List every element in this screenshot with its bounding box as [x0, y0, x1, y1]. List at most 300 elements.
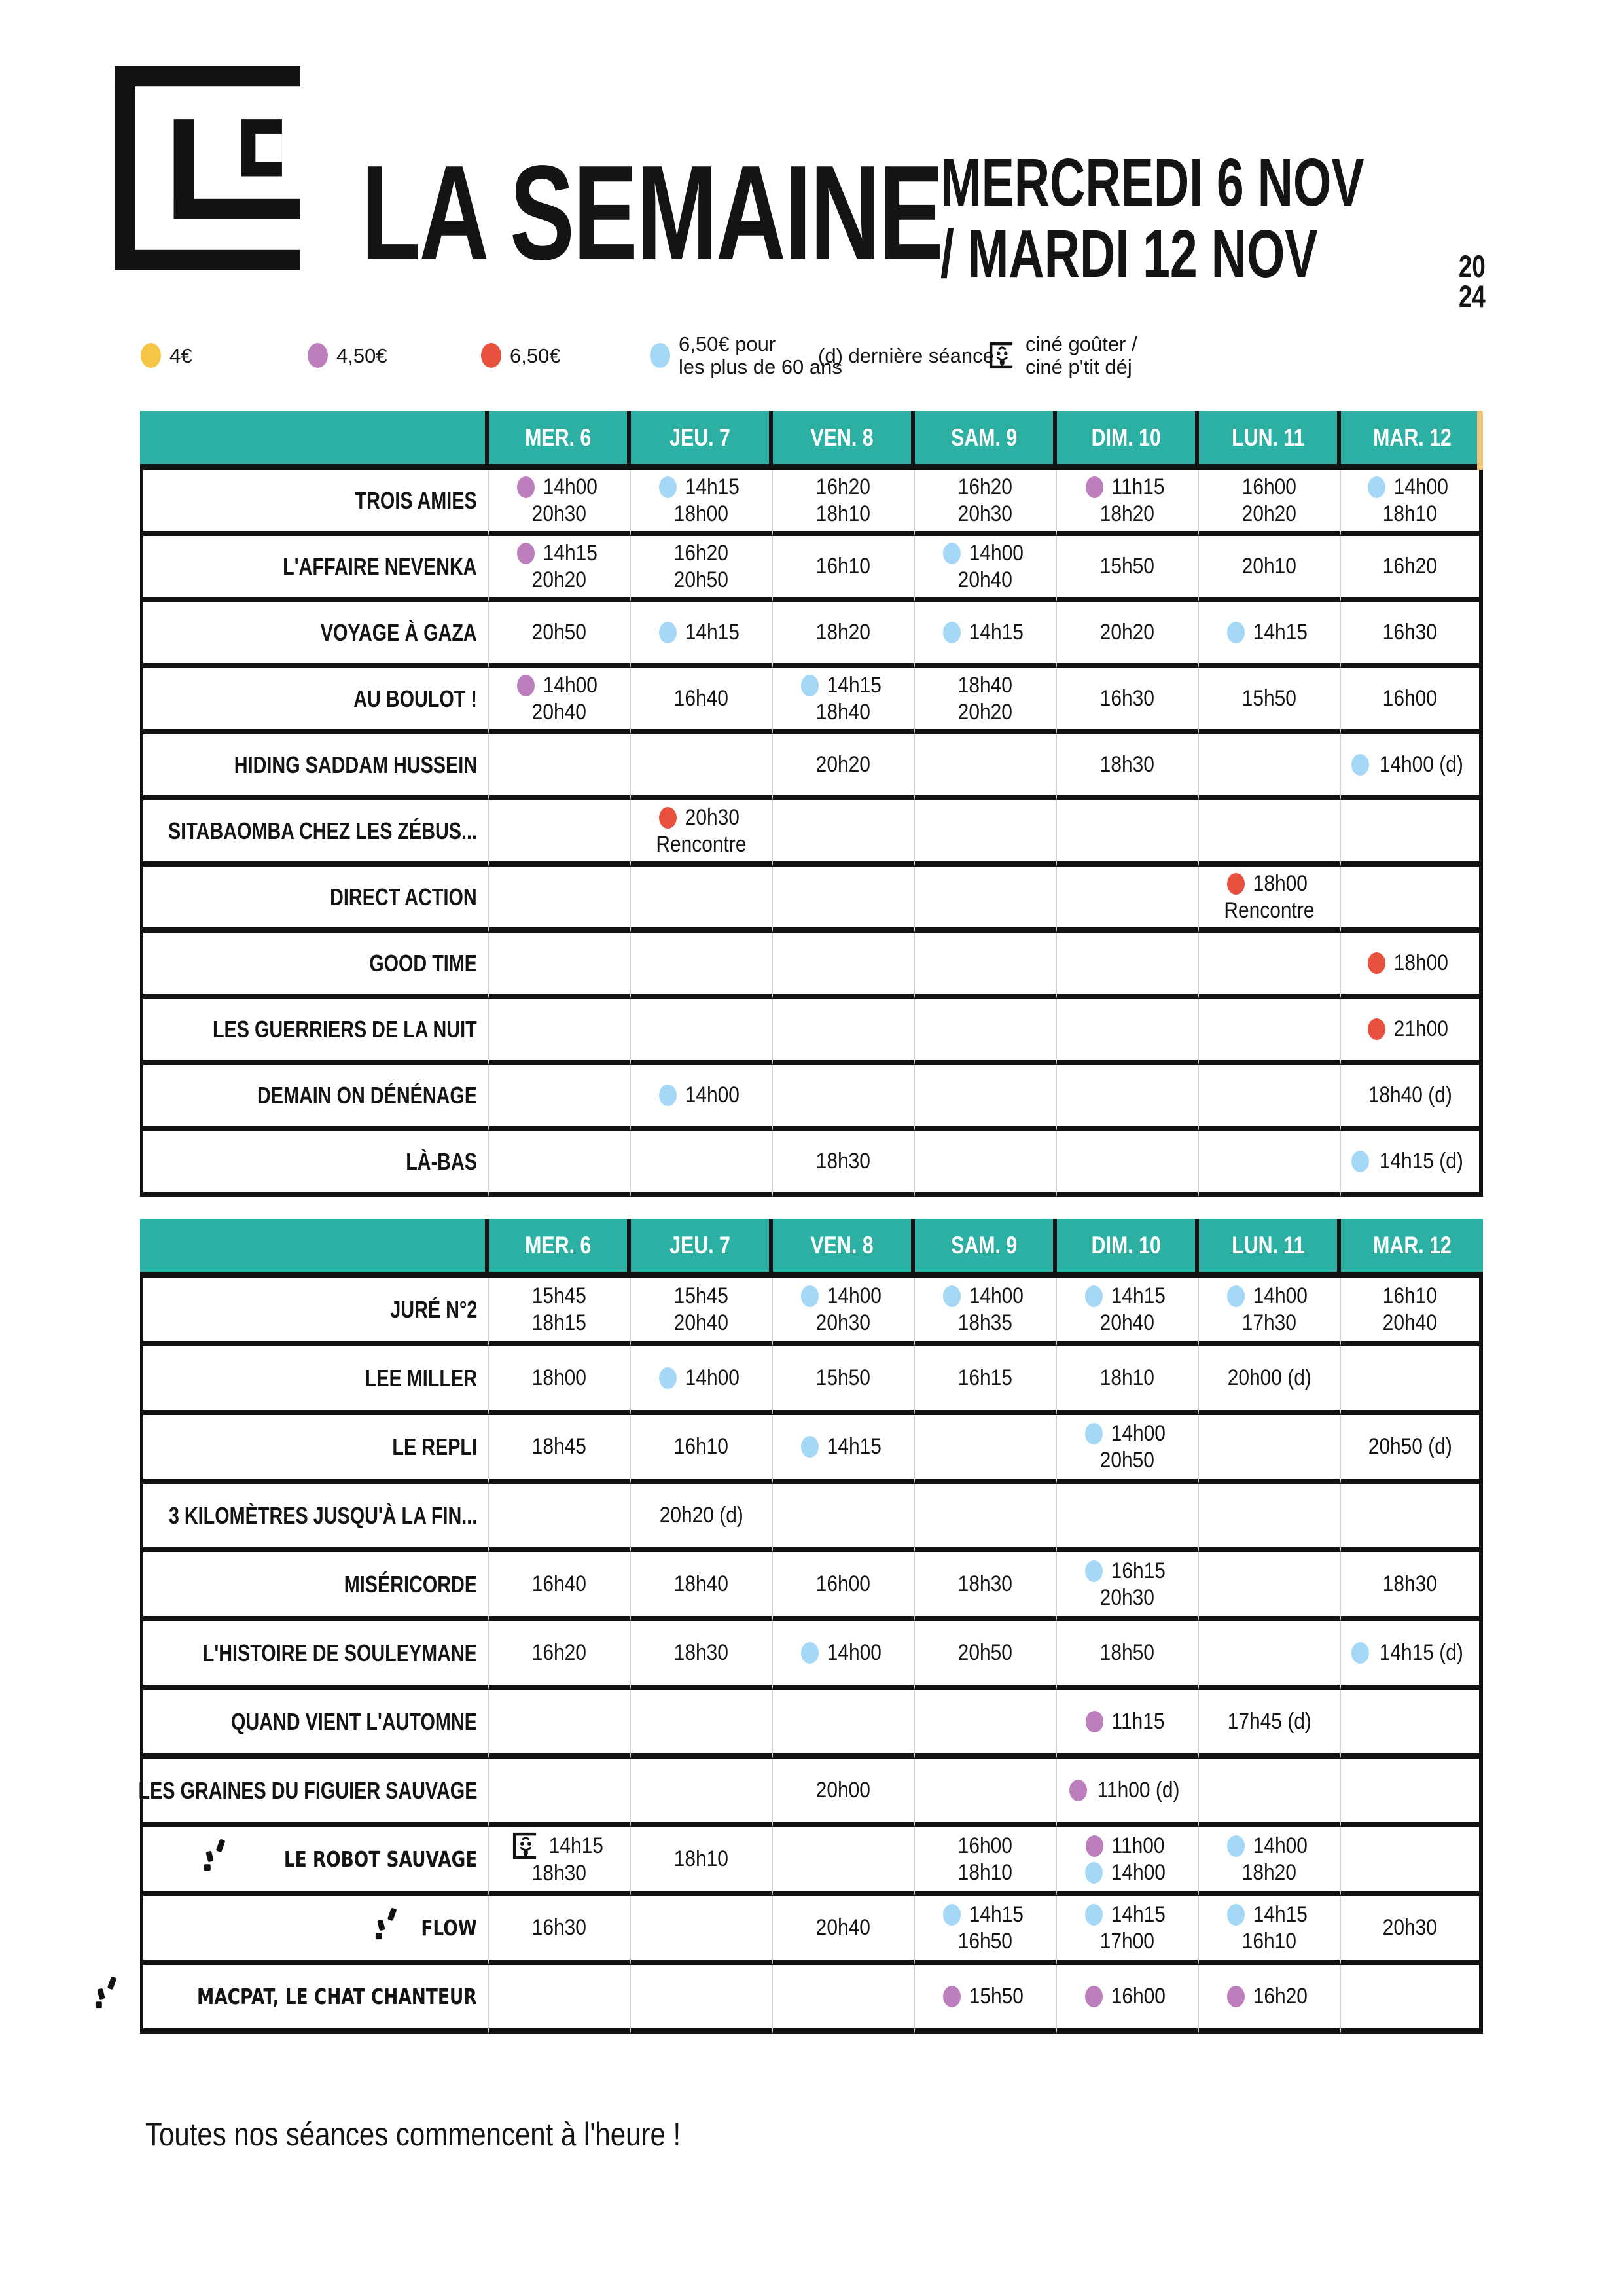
legend-price-purple: [308, 326, 387, 385]
day-header: [1057, 1219, 1199, 1278]
day-header-label: JEU. 7: [669, 423, 730, 451]
film-title-cell: [140, 1827, 489, 1896]
showtime-label: 20h30: [957, 501, 1013, 526]
showtime-label: 20h20 (d): [659, 1503, 743, 1528]
schedule-cell: [1199, 1690, 1341, 1759]
showtime-label: 16h20: [1382, 554, 1438, 579]
schedule-cell: [1341, 1346, 1483, 1415]
schedule-cell: [1057, 1965, 1199, 2034]
showtime-note: [650, 831, 753, 858]
showtime: [670, 1433, 732, 1460]
showtime: [943, 1983, 1027, 2010]
price-dot-blue-icon: [1227, 1835, 1245, 1857]
showtime-label: 20h50: [531, 620, 587, 645]
schedule-cell: [631, 734, 773, 800]
showtime: [1227, 1833, 1311, 1859]
showtime-label: 18h30: [815, 1149, 871, 1174]
decorative-yellow-strip: [1477, 411, 1483, 470]
showtime: [528, 1283, 590, 1310]
showtime: [1238, 1859, 1300, 1886]
schedule-cell: [1199, 800, 1341, 867]
showtime: [1085, 1901, 1169, 1928]
showtime: [1096, 1640, 1158, 1666]
kids-sparkle-icon: [94, 1977, 119, 2009]
showtime-label: 18h45: [531, 1434, 587, 1459]
schedule-cell: [489, 470, 631, 536]
showtime: [670, 1310, 732, 1336]
price-dot-blue-icon: [1368, 476, 1385, 498]
legend-price-label: [510, 344, 561, 367]
film-title-cell: [140, 1621, 489, 1690]
showtime: [943, 619, 1027, 646]
showtime-label: 16h10: [1382, 1283, 1438, 1308]
schedule-cell: [1057, 1827, 1199, 1896]
showtime: [1379, 1571, 1441, 1598]
showtime-label: 14h15: [685, 620, 740, 645]
showtime-label: 16h10: [815, 554, 871, 579]
schedule-cell: [631, 668, 773, 734]
showtime-label: 14h00: [1393, 474, 1449, 499]
showtime: [801, 1433, 885, 1460]
schedule-cell: [1341, 1131, 1483, 1197]
schedule-cell: [1199, 867, 1341, 933]
legend-label-line: 6,50€ pour: [679, 332, 776, 355]
price-dot-blue-icon: [1085, 1423, 1103, 1444]
showtime: [812, 1365, 874, 1391]
price-dot-blue-icon: [1227, 1285, 1245, 1307]
day-header: [915, 1219, 1057, 1278]
showtime-label: 18h40: [957, 672, 1013, 698]
showtime-label: 20h20: [815, 752, 871, 777]
showtime-label: 20h40: [1382, 1310, 1438, 1335]
schedule-cell: [773, 668, 915, 734]
schedule-cell: [1057, 734, 1199, 800]
film-title-cell: [140, 1965, 489, 2034]
date-line-1: [940, 147, 1521, 218]
showtime-label: 18h00: [1253, 870, 1308, 896]
showtime: [528, 1310, 590, 1336]
schedule-cell: [1199, 999, 1341, 1065]
schedule-cell: [631, 1621, 773, 1690]
film-title-cell: [140, 470, 489, 536]
showtime: [954, 567, 1016, 594]
schedule-cell: [489, 1346, 631, 1415]
film-title: DEMAIN ON DÉNÉNAGE: [257, 1082, 477, 1109]
schedule-cell: [1057, 1621, 1199, 1690]
schedule-cell: [631, 1552, 773, 1621]
schedule-cell: [489, 800, 631, 867]
showtime: [659, 804, 743, 831]
showtime: [1096, 501, 1158, 528]
showtime: [1363, 1082, 1458, 1109]
schedule-cell: [489, 1621, 631, 1690]
schedule-cell: [915, 933, 1057, 999]
day-header-label: SAM. 9: [950, 423, 1018, 451]
schedule-cell: [489, 1065, 631, 1131]
day-header: [489, 411, 631, 470]
kids-sparkle-icon: [374, 1908, 399, 1941]
showtime: [1227, 1901, 1311, 1928]
schedule-cell: [915, 1131, 1057, 1197]
showtime: [812, 474, 874, 501]
legend-cine-gouter: [988, 326, 1137, 385]
film-title-cell: [140, 536, 489, 602]
schedule-cell: [915, 1415, 1057, 1484]
schedule-cell: [1341, 1759, 1483, 1827]
showtime: [654, 1502, 749, 1529]
showtime: [670, 567, 732, 594]
showtime: [670, 1640, 732, 1666]
showtime: [512, 1831, 607, 1860]
showtime: [1086, 474, 1168, 501]
schedule-cell: [773, 470, 915, 536]
showtime: [1227, 619, 1311, 646]
showtime-label: 20h30: [815, 1310, 871, 1335]
price-legend: [141, 326, 1515, 385]
showtime-label: 18h30: [1382, 1571, 1438, 1596]
footer-note: Toutes nos séances commencent à l'heure !: [145, 2116, 681, 2153]
showtime: [1238, 1928, 1300, 1955]
schedule-cell: [1057, 1415, 1199, 1484]
schedule-cell: [1199, 470, 1341, 536]
schedule-cell: [773, 1690, 915, 1759]
legend-label-line: 4,50€: [336, 344, 387, 367]
showtime-label: 18h10: [1382, 501, 1438, 526]
page-title: LA SEMAINE: [361, 137, 942, 288]
schedule-cell: [631, 999, 773, 1065]
schedule-cell: [489, 1759, 631, 1827]
schedule-cell: [1199, 1278, 1341, 1346]
showtime: [1368, 950, 1452, 977]
showtime: [812, 1777, 874, 1804]
schedule-cell: [1341, 933, 1483, 999]
showtime: [670, 685, 732, 712]
price-dot-red-icon: [1368, 952, 1385, 974]
showtime: [954, 1833, 1016, 1859]
showtime: [670, 1571, 732, 1598]
showtime-label: 18h30: [531, 1861, 587, 1886]
schedule-cell: [915, 470, 1057, 536]
showtime-label: 20h20: [1099, 620, 1155, 645]
showtime-label: 17h30: [1241, 1310, 1297, 1335]
showtime-label: 16h15: [1111, 1558, 1166, 1583]
price-dot-blue-icon: [943, 543, 961, 564]
showtime: [528, 699, 590, 726]
showtime-label: 20h00 (d): [1227, 1365, 1311, 1390]
schedule-cell: [915, 536, 1057, 602]
schedule-cell: [773, 1278, 915, 1346]
showtime-label: 11h15: [1112, 1709, 1165, 1734]
schedule-cell: [773, 536, 915, 602]
price-dot-blue-icon: [801, 1436, 819, 1458]
showtime: [1085, 1283, 1169, 1310]
day-header: [1341, 411, 1483, 470]
schedule-cell: [1057, 1552, 1199, 1621]
schedule-cell: [1199, 1552, 1341, 1621]
showtime-label: 14h15: [1111, 1901, 1166, 1927]
showtime: [1086, 1708, 1168, 1735]
film-title-cell: [140, 1131, 489, 1197]
film-title: GOOD TIME: [369, 950, 477, 977]
schedule-cell: [915, 1552, 1057, 1621]
showtime-label: 18h35: [957, 1310, 1013, 1335]
schedule-cell: [489, 1278, 631, 1346]
showtime-label: 20h40: [957, 567, 1013, 592]
showtime: [954, 699, 1016, 726]
schedule-cell: [631, 1131, 773, 1197]
film-title: MACPAT, LE CHAT CHANTEUR: [197, 1984, 477, 2009]
showtime: [528, 1640, 590, 1666]
showtime-label: 16h20: [673, 540, 729, 565]
showtime: [1227, 1283, 1311, 1310]
day-header-label: MER. 6: [524, 423, 592, 451]
film-title-cell: [140, 734, 489, 800]
showtime: [954, 1571, 1016, 1598]
schedule-cell: [489, 1552, 631, 1621]
schedule-cell: [631, 800, 773, 867]
showtime-label: 18h10: [957, 1859, 1013, 1885]
day-header: [773, 411, 915, 470]
showtime: [1096, 619, 1158, 646]
showtime: [659, 474, 743, 501]
price-dot-blue-icon: [1227, 622, 1245, 643]
year-top: 20: [1458, 249, 1486, 284]
date-line-2: [940, 218, 1521, 312]
showtime-label: 18h10: [815, 501, 871, 526]
price-dot-blue-icon: [1085, 1285, 1103, 1307]
schedule-cell: [1057, 867, 1199, 933]
le-c-logo-icon: [96, 64, 300, 272]
film-title: LES GUERRIERS DE LA NUIT: [213, 1016, 477, 1043]
price-dot-blue-icon: [1085, 1560, 1103, 1582]
showtime-label: 20h30: [1099, 1585, 1155, 1610]
schedule-cell: [631, 867, 773, 933]
showtime: [1351, 751, 1469, 778]
price-dot-purple-icon: [943, 1986, 961, 2007]
showtime-label: 14h00 (d): [1379, 752, 1463, 777]
showtime-label: 16h30: [1099, 686, 1155, 711]
legend-label-line: ciné p'tit déj: [1026, 355, 1132, 378]
showtime-label: 18h15: [531, 1310, 587, 1335]
price-dot-blue-icon: [1351, 754, 1369, 776]
legend-label-line: les plus de 60 ans: [679, 355, 842, 378]
showtime: [954, 1365, 1016, 1391]
showtime-label: 14h15: [543, 540, 598, 565]
showtime-label: 14h00: [1111, 1859, 1166, 1885]
film-title: LE ROBOT SAUVAGE: [283, 1846, 477, 1872]
schedule-cell: [489, 734, 631, 800]
schedule-cell: [773, 1621, 915, 1690]
film-title-cell: [140, 1278, 489, 1346]
schedule-cell: [1199, 536, 1341, 602]
showtime: [1227, 870, 1311, 897]
film-title: SITABAOMBA CHEZ LES ZÉBUS...: [168, 817, 477, 844]
showtime-label: 16h10: [1241, 1928, 1297, 1954]
price-dot-blue-icon: [659, 1085, 677, 1106]
schedule-cell: [631, 602, 773, 668]
film-title: L'HISTOIRE DE SOULEYMANE: [202, 1640, 477, 1666]
day-header: [915, 411, 1057, 470]
schedule-cell: [1341, 1278, 1483, 1346]
table-corner-cell: [140, 411, 489, 470]
showtime: [812, 1571, 874, 1598]
showtime: [812, 699, 874, 726]
schedule-cell: [1057, 1896, 1199, 1965]
film-title: TROIS AMIES: [355, 487, 477, 514]
showtime-label: 20h50: [673, 567, 729, 592]
price-dot-blue-icon: [1351, 1642, 1369, 1664]
showtime: [812, 1310, 874, 1336]
showtime-label: 18h30: [673, 1640, 729, 1665]
day-header: [1199, 1219, 1341, 1278]
showtime: [1096, 1365, 1158, 1391]
price-dot-blue-icon: [943, 1285, 961, 1307]
showtime: [1379, 1283, 1441, 1310]
film-title: FLOW: [421, 1915, 477, 1941]
showtime: [801, 1283, 885, 1310]
date-line-1-text: MERCREDI 6 NOV: [940, 145, 1364, 220]
schedule-cell: [1057, 999, 1199, 1065]
showtime: [1238, 553, 1300, 580]
showtime: [528, 501, 590, 528]
showtime: [1351, 1640, 1469, 1666]
schedule-cell: [631, 1896, 773, 1965]
schedule-cell: [1199, 1896, 1341, 1965]
legend-price-blue: [650, 326, 842, 385]
price-dot-purple-icon: [1069, 1780, 1087, 1801]
schedule-cell: [631, 1827, 773, 1896]
showtime: [1085, 1558, 1169, 1585]
schedule-cell: [773, 602, 915, 668]
showtime-label: 14h15: [969, 1901, 1024, 1927]
showtime: [954, 1310, 1016, 1336]
showtime: [1096, 1585, 1158, 1611]
schedule-cell: [1199, 1346, 1341, 1415]
day-header-label: VEN. 8: [810, 423, 874, 451]
showtime: [812, 1914, 874, 1941]
schedule-cell: [1199, 602, 1341, 668]
showtime-label: 18h10: [1099, 1365, 1155, 1390]
price-dot-purple-icon: [1086, 476, 1103, 498]
showtime: [1351, 1148, 1469, 1175]
film-title: LE REPLI: [392, 1433, 477, 1460]
showtime-label: 16h20: [957, 474, 1013, 499]
schedule-cell: [1057, 602, 1199, 668]
showtime-label: 14h15: [969, 620, 1024, 645]
schedule-cell: [1057, 1346, 1199, 1415]
schedule-cell: [1057, 1484, 1199, 1552]
schedule-cell: [1057, 1131, 1199, 1197]
showtime: [812, 1148, 874, 1175]
showtime: [954, 501, 1016, 528]
showtime: [1227, 1983, 1311, 2010]
schedule-cell: [1341, 1065, 1483, 1131]
schedule-cell: [631, 536, 773, 602]
schedule-cell: [1341, 1415, 1483, 1484]
showtime: [812, 751, 874, 778]
showtime-label: 20h00: [815, 1778, 871, 1803]
schedule-cell: [915, 800, 1057, 867]
schedule-cell: [773, 800, 915, 867]
schedule-cell: [1057, 470, 1199, 536]
showtime-label: 21h00: [1393, 1016, 1449, 1041]
schedule-cell: [1199, 933, 1341, 999]
showtime-label: 18h30: [957, 1571, 1013, 1596]
showtime-label: 14h00: [1111, 1420, 1166, 1446]
schedule-cell: [1199, 1131, 1341, 1197]
schedule-cell: [773, 1484, 915, 1552]
showtime: [1238, 474, 1300, 501]
showtime-label: 18h50: [1099, 1640, 1155, 1665]
legend-price-red: [481, 326, 561, 385]
showtime: [1085, 1859, 1169, 1886]
price-dot-blue-icon: [1351, 1151, 1369, 1172]
showtime: [1096, 1310, 1158, 1336]
showtime: [1379, 685, 1441, 712]
schedule-cell: [773, 1965, 915, 2034]
showtime-label: 11h00: [1112, 1833, 1165, 1858]
showtime-label: 14h00: [969, 540, 1024, 565]
year-stack: [1459, 251, 1486, 312]
day-header: [631, 1219, 773, 1278]
film-title-cell: [140, 1484, 489, 1552]
schedule-cell: [489, 999, 631, 1065]
schedule-cell: [1341, 602, 1483, 668]
schedule-cell: [489, 1131, 631, 1197]
showtime-label: 14h15: [827, 1434, 882, 1459]
film-title: MISÉRICORDE: [344, 1571, 477, 1598]
showtime: [954, 474, 1016, 501]
day-header-label: LUN. 11: [1231, 1231, 1305, 1259]
schedule-cell: [1341, 1552, 1483, 1621]
showtime: [1379, 619, 1441, 646]
showtime: [1222, 1708, 1317, 1735]
film-title-cell: [140, 1896, 489, 1965]
showtime-label: 20h50: [957, 1640, 1013, 1665]
cinema-logo: [96, 64, 300, 272]
schedule-cell: [915, 1065, 1057, 1131]
schedule-cell: [631, 1346, 773, 1415]
legend-price-yellow: [141, 326, 192, 385]
showtime-label: 15h50: [969, 1984, 1024, 2009]
showtime-label: 16h30: [531, 1915, 587, 1940]
showtime-label: 18h10: [673, 1846, 729, 1871]
day-header: [773, 1219, 915, 1278]
showtime-label: 16h00: [1241, 474, 1297, 499]
film-title-cell: [140, 867, 489, 933]
showtime: [528, 1860, 590, 1887]
showtime-label: 14h00: [685, 1083, 740, 1107]
schedule-cell: [773, 1065, 915, 1131]
film-title-cell: [140, 800, 489, 867]
showtime: [943, 540, 1027, 567]
schedule-cell: [915, 1896, 1057, 1965]
day-header: [1341, 1219, 1483, 1278]
date-range: [940, 147, 1521, 312]
showtime: [517, 540, 601, 567]
price-dot-blue-icon: [943, 622, 961, 643]
schedule-cell: [1057, 1759, 1199, 1827]
schedule-cell: [1199, 1759, 1341, 1827]
schedule-cell: [489, 867, 631, 933]
schedule-cell: [1341, 1965, 1483, 2034]
showtime-note-label: Rencontre: [1224, 897, 1315, 923]
showtime: [812, 619, 874, 646]
schedule-cell: [1341, 1484, 1483, 1552]
schedule-cell: [773, 734, 915, 800]
price-dot-red-icon: [1227, 873, 1245, 895]
showtime-label: 20h50 (d): [1368, 1434, 1452, 1459]
